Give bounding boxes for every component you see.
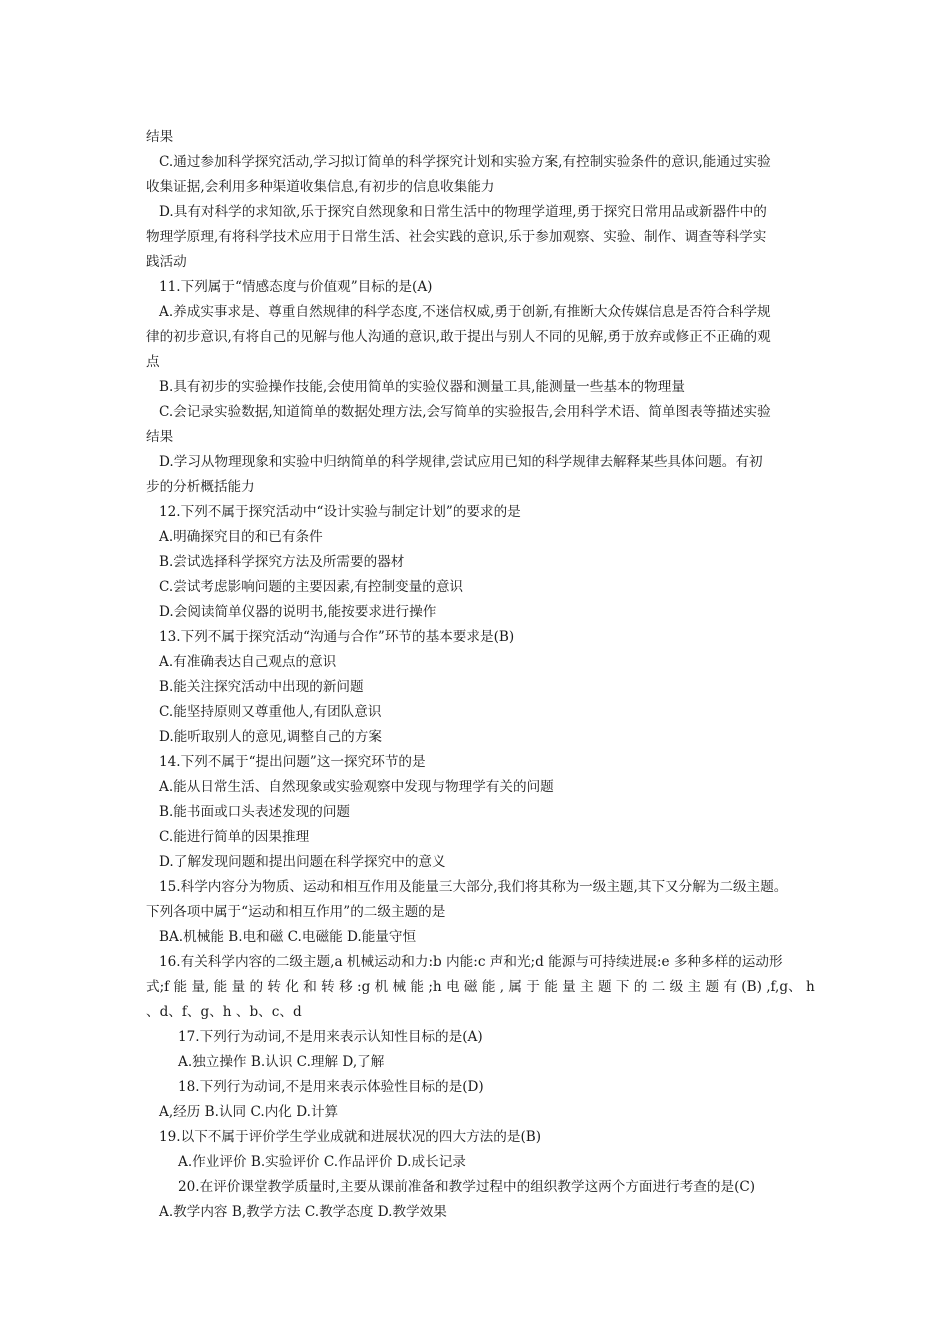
text-line: C.能进行简单的因果推理: [159, 829, 310, 845]
text-line: 20.在评价课堂教学质量时,主要从课前准备和教学过程中的组织教学这两个方面进行考查的是(C): [178, 1179, 756, 1195]
document-body: [146, 125, 816, 1225]
text-line: 18.下列行为动词,不是用来表示体验性目标的是(D): [178, 1079, 484, 1095]
text-line: 步的分析概括能力: [146, 479, 255, 495]
text-line: 结果: [146, 429, 174, 445]
text-line: 19.以下不属于评价学生学业成就和进展状况的四大方法的是(B): [159, 1129, 542, 1145]
text-line: BA.机械能 B.电和磁 C.电磁能 D.能量守恒: [159, 929, 417, 945]
text-line: B.能书面或口头表述发现的问题: [159, 804, 351, 820]
text-line: C.尝试考虑影响问题的主要因素,有控制变量的意识: [159, 579, 464, 595]
text-line: 结果: [146, 129, 174, 145]
text-line: A.有准确表达自己观点的意识: [159, 654, 337, 670]
text-line: D.了解发现问题和提出问题在科学探究中的意义: [159, 854, 446, 870]
text-line: A.明确探究目的和已有条件: [159, 529, 323, 545]
text-line: 点: [146, 354, 160, 370]
text-line: B.尝试选择科学探究方法及所需要的器材: [159, 554, 405, 570]
text-line: 11.下列属于“情感态度与价值观”目标的是(A): [159, 279, 433, 295]
text-line: A.作业评价 B.实验评价 C.作品评价 D.成长记录: [178, 1154, 466, 1170]
text-line: A.养成实事求是、尊重自然规律的科学态度,不迷信权威,勇于创新,有推断大众传媒信息是否符合科学规: [159, 304, 771, 320]
text-line: C.能坚持原则又尊重他人,有团队意识: [159, 704, 382, 720]
text-line: 式;f 能 量, 能 量 的 转 化 和 转 移 :g 机 械 能 ;h 电 磁 能 , 属 于 能 量 主 题 下 的 二 级 主 题 有 (B) ,f,g、 h: [146, 979, 815, 995]
text-line: 15.科学内容分为物质、运动和相互作用及能量三大部分,我们将其称为一级主题,其下又分解为二级主题。: [159, 879, 788, 895]
text-line: 物理学原理,有将科学技术应用于日常生活、社会实践的意识,乐于参加观察、实验、制作、调查等科学实: [146, 229, 767, 245]
text-line: A.独立操作 B.认识 C.理解 D,了解: [178, 1054, 385, 1070]
text-line: 17.下列行为动词,不是用来表示认知性目标的是(A): [178, 1029, 483, 1045]
text-line: C.会记录实验数据,知道简单的数据处理方法,会写简单的实验报告,会用科学术语、简单图表等描述实验: [159, 404, 771, 420]
text-line: 14.下列不属于“提出问题”这一探究环节的是: [159, 754, 426, 770]
text-line: C.通过参加科学探究活动,学习拟订简单的科学探究计划和实验方案,有控制实验条件的意识,能通过实验: [159, 154, 771, 170]
text-line: 13.下列不属于探究活动“沟通与合作”环节的基本要求是(B): [159, 629, 515, 645]
text-line: A,经历 B.认同 C.内化 D.计算: [159, 1104, 339, 1120]
text-line: B.具有初步的实验操作技能,会使用简单的实验仪器和测量工具,能测量一些基本的物理量: [159, 379, 685, 395]
text-line: D.学习从物理现象和实验中归纳简单的科学规律,尝试应用已知的科学规律去解释某些具体问题。有初: [159, 454, 763, 470]
text-line: B.能关注探究活动中出现的新问题: [159, 679, 364, 695]
text-line: A.教学内容 B,教学方法 C.教学态度 D.教学效果: [159, 1204, 447, 1220]
text-line: 践活动: [146, 254, 187, 270]
text-line: 16.有关科学内容的二级主题,a 机械运动和力:b 内能:c 声和光;d 能源与可持续进展:e 多种多样的运动形: [159, 954, 783, 970]
text-line: D.会阅读简单仪器的说明书,能按要求进行操作: [159, 604, 437, 620]
text-line: D.具有对科学的求知欲,乐于探究自然现象和日常生活中的物理学道理,勇于探究日常用品或新器件中的: [159, 204, 767, 220]
text-line: A.能从日常生活、自然现象或实验观察中发现与物理学有关的问题: [159, 779, 554, 795]
text-line: D.能听取别人的意见,调整自己的方案: [159, 729, 382, 745]
text-line: 12.下列不属于探究活动中“设计实验与制定计划”的要求的是: [159, 504, 521, 520]
text-line: 收集证据,会利用多种渠道收集信息,有初步的信息收集能力: [146, 179, 495, 195]
text-line: 律的初步意识,有将自己的见解与他人沟通的意识,敢于提出与别人不同的见解,勇于放弃或修正不正确的观: [146, 329, 771, 345]
text-line: 下列各项中属于“运动和相互作用”的二级主题的是: [146, 904, 446, 920]
text-line: 、d、f、g、h 、b、c、d: [146, 1004, 302, 1020]
